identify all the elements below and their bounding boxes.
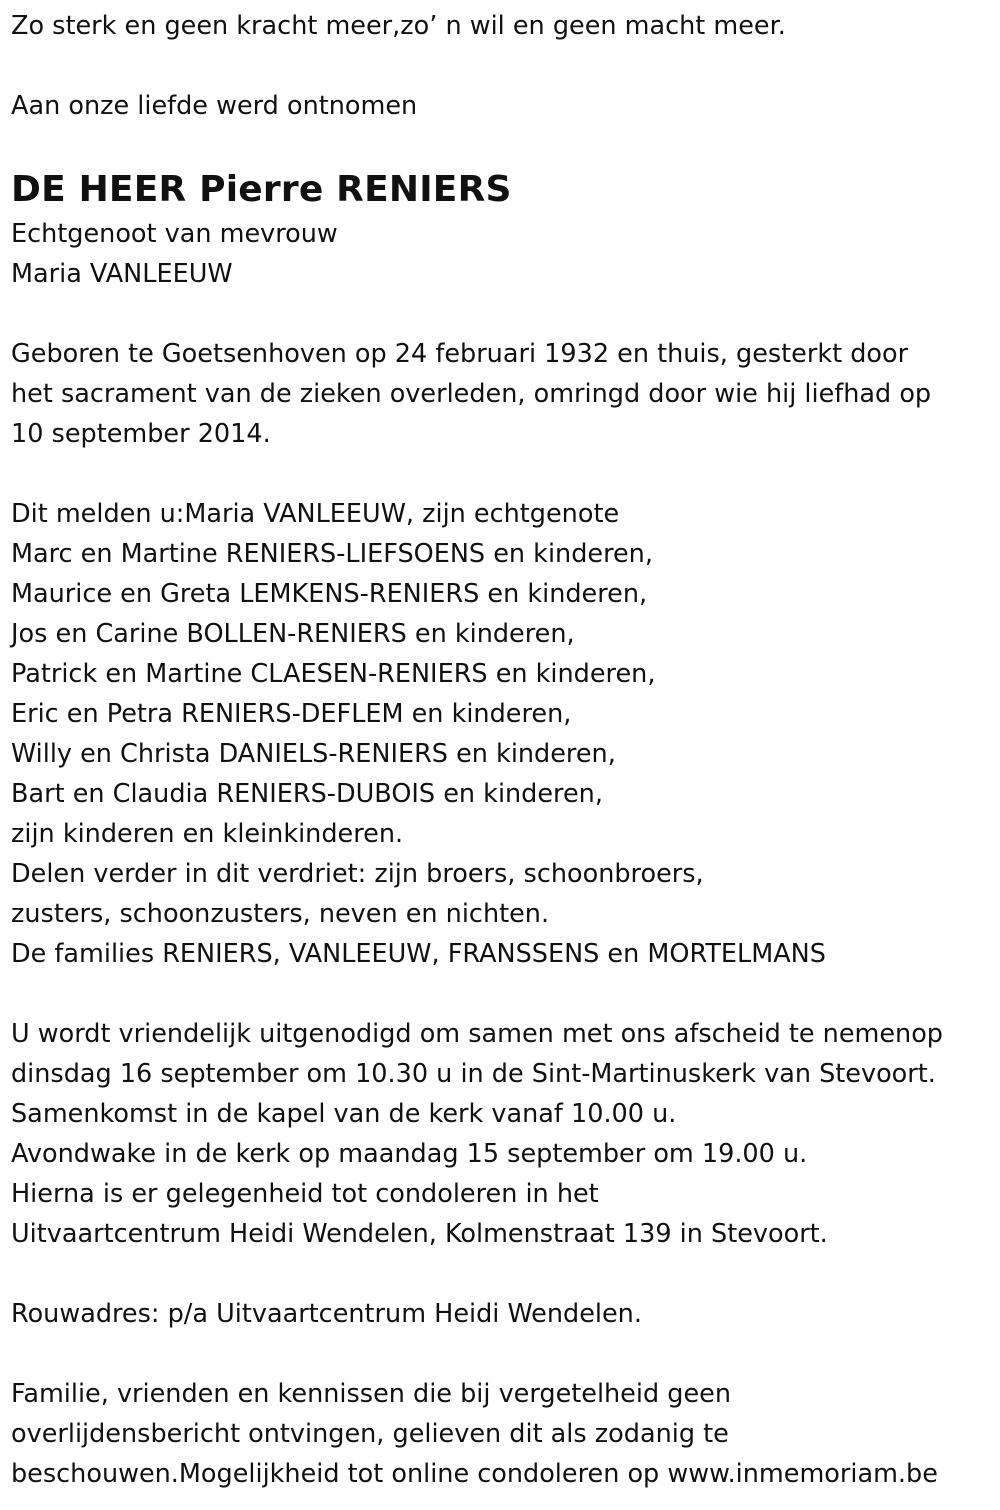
mourning-address: Rouwadres: p/a Uitvaartcentrum Heidi Wendelen. <box>11 1299 642 1329</box>
announcer-line: Maurice en Greta LEMKENS-RENIERS en kinderen, <box>11 579 648 609</box>
spacer <box>11 126 996 166</box>
closing-line: Familie, vrienden en kennissen die bij vergetelheid geen <box>11 1379 731 1409</box>
announcer-line: Jos en Carine BOLLEN-RENIERS en kinderen, <box>11 619 575 649</box>
announcer-line: Eric en Petra RENIERS-DEFLEM en kinderen, <box>11 699 572 729</box>
spacer <box>11 1334 996 1374</box>
announcer-line: Patrick en Martine CLAESEN-RENIERS en kinderen, <box>11 659 656 689</box>
announcer-line: zijn kinderen en kleinkinderen. <box>11 819 404 849</box>
spacer <box>11 1254 996 1294</box>
birth-death-line: het sacrament van de zieken overleden, omringd door wie hij liefhad op <box>11 379 932 409</box>
closing-line: overlijdensbericht ontvingen, gelieven dit als zodanig te <box>11 1419 729 1449</box>
ceremony-line: Avondwake in de kerk op maandag 15 september om 19.00 u. <box>11 1139 808 1169</box>
birth-death-line: 10 september 2014. <box>11 419 271 449</box>
opening-quote: Zo sterk en geen kracht meer,zo’ n wil en geen macht meer. <box>11 11 786 41</box>
announcer-line: De families RENIERS, VANLEEUW, FRANSSENS en MORTELMANS <box>11 939 826 969</box>
ceremony-line: Uitvaartcentrum Heidi Wendelen, Kolmenstraat 139 in Stevoort. <box>11 1219 828 1249</box>
opening-intro: Aan onze liefde werd ontnomen <box>11 91 418 121</box>
deceased-name: DE HEER Pierre RENIERS <box>11 169 512 210</box>
ceremony-line: dinsdag 16 september om 10.30 u in de Sint-Martinuskerk van Stevoort. <box>11 1059 936 1089</box>
spouse-line: Maria VANLEEUW <box>11 259 233 289</box>
announcer-line: Delen verder in dit verdriet: zijn broers, schoonbroers, <box>11 859 704 889</box>
announcer-line: Dit melden u:Maria VANLEEUW, zijn echtgenote <box>11 499 620 529</box>
ceremony-line: Hierna is er gelegenheid tot condoleren in het <box>11 1179 599 1209</box>
ceremony-line: Samenkomst in de kapel van de kerk vanaf 10.00 u. <box>11 1099 677 1129</box>
announcer-line: Willy en Christa DANIELS-RENIERS en kinderen, <box>11 739 616 769</box>
announcer-line: Marc en Martine RENIERS-LIEFSOENS en kinderen, <box>11 539 653 569</box>
announcer-line: Bart en Claudia RENIERS-DUBOIS en kinderen, <box>11 779 603 809</box>
spouse-line: Echtgenoot van mevrouw <box>11 219 338 249</box>
closing-line: beschouwen.Mogelijkheid tot online condoleren op www.inmemoriam.be <box>11 1459 938 1489</box>
spacer <box>11 294 996 334</box>
ceremony-line: U wordt vriendelijk uitgenodigd om samen met ons afscheid te nemenop <box>11 1019 943 1049</box>
spacer <box>11 46 996 86</box>
spacer <box>11 454 996 494</box>
announcer-line: zusters, schoonzusters, neven en nichten. <box>11 899 550 929</box>
obituary-notice <box>11 6 996 1494</box>
spacer <box>11 974 996 1014</box>
birth-death-line: Geboren te Goetsenhoven op 24 februari 1932 en thuis, gesterkt door <box>11 339 909 369</box>
